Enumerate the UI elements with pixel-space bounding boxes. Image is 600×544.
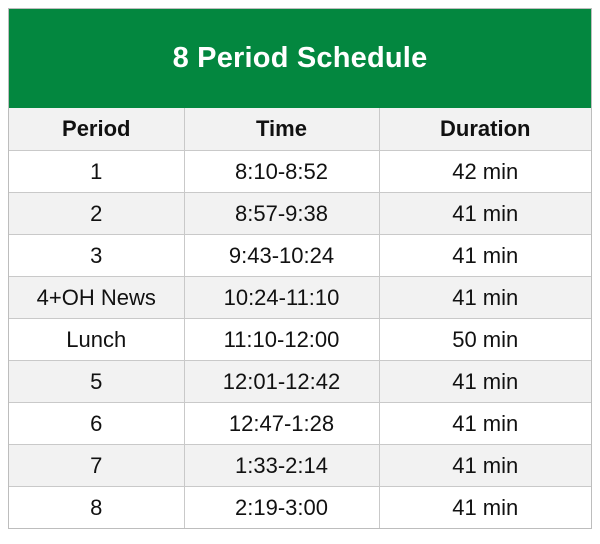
header-row: [9, 108, 591, 151]
duration-cell: 50 min: [379, 319, 591, 361]
column-header-period: Period: [9, 108, 184, 151]
time-cell: 11:10-12:00: [184, 319, 379, 361]
duration-cell: 42 min: [379, 151, 591, 193]
period-cell: Lunch: [9, 319, 184, 361]
schedule-table: [9, 108, 591, 528]
time-cell: 10:24-11:10: [184, 277, 379, 319]
duration-cell: 41 min: [379, 487, 591, 529]
time-cell: 12:47-1:28: [184, 403, 379, 445]
time-cell: 12:01-12:42: [184, 361, 379, 403]
period-cell: 2: [9, 193, 184, 235]
time-cell: 1:33-2:14: [184, 445, 379, 487]
time-cell: 8:10-8:52: [184, 151, 379, 193]
table-row: [9, 361, 591, 403]
schedule-title: 8 Period Schedule: [9, 9, 591, 108]
period-cell: 1: [9, 151, 184, 193]
duration-cell: 41 min: [379, 445, 591, 487]
period-cell: 8: [9, 487, 184, 529]
period-cell: 4+OH News: [9, 277, 184, 319]
duration-cell: 41 min: [379, 361, 591, 403]
time-cell: 8:57-9:38: [184, 193, 379, 235]
table-row: [9, 487, 591, 529]
duration-cell: 41 min: [379, 403, 591, 445]
table-row: [9, 193, 591, 235]
duration-cell: 41 min: [379, 193, 591, 235]
period-cell: 3: [9, 235, 184, 277]
period-cell: 6: [9, 403, 184, 445]
column-header-duration: Duration: [379, 108, 591, 151]
period-cell: 5: [9, 361, 184, 403]
time-cell: 2:19-3:00: [184, 487, 379, 529]
duration-cell: 41 min: [379, 235, 591, 277]
period-cell: 7: [9, 445, 184, 487]
table-row: [9, 235, 591, 277]
table-row: [9, 319, 591, 361]
column-header-time: Time: [184, 108, 379, 151]
table-row: [9, 445, 591, 487]
schedule-card: [8, 8, 592, 529]
duration-cell: 41 min: [379, 277, 591, 319]
time-cell: 9:43-10:24: [184, 235, 379, 277]
table-row: [9, 151, 591, 193]
table-row: [9, 277, 591, 319]
table-row: [9, 403, 591, 445]
